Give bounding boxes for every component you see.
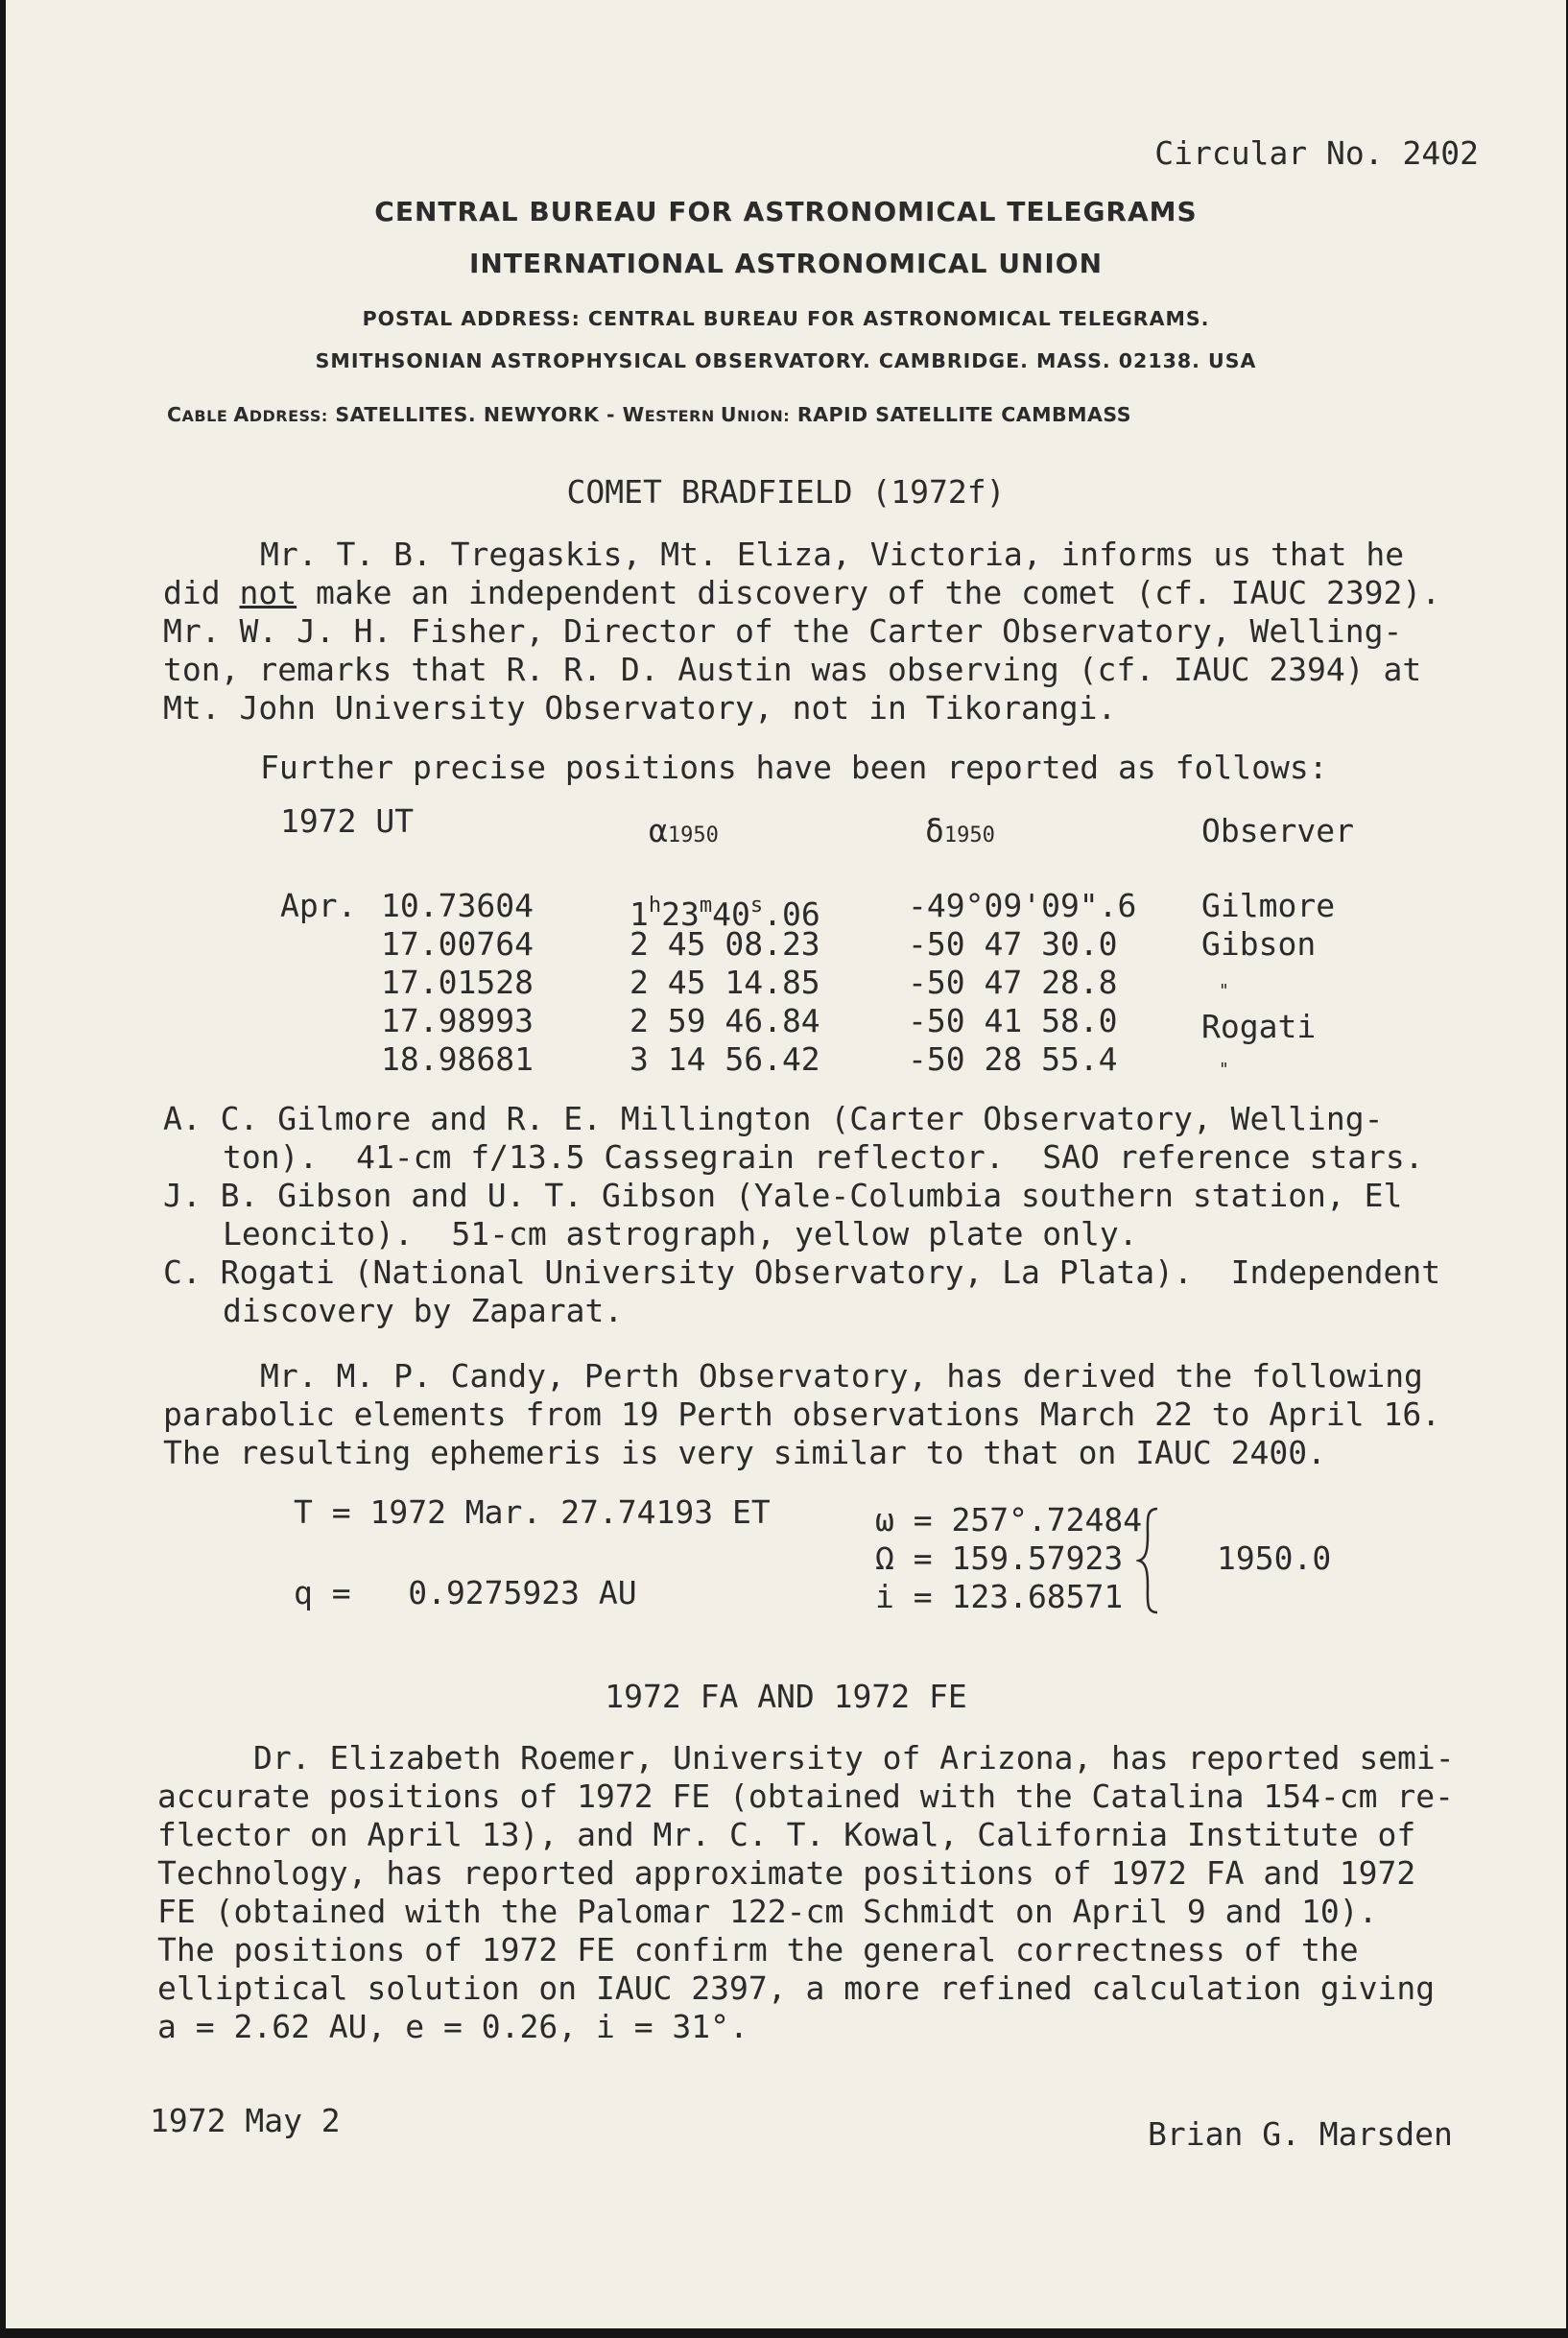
element-node: Ω = 159.57923 bbox=[875, 1539, 1124, 1577]
issue-date: 1972 May 2 bbox=[150, 2102, 341, 2139]
cell-dec: -50 28 55.4 bbox=[908, 1040, 1118, 1078]
cell-month: Apr. bbox=[280, 887, 357, 924]
signature-name: Brian G. Marsden bbox=[1148, 2115, 1453, 2153]
element-omega: ω = 257°.72484 bbox=[875, 1501, 1143, 1539]
cell-date: 17.00764 bbox=[381, 925, 534, 963]
cable-address: CABLE ADDRESS: SATELLITES. NEWYORK - WESTERN UNION: RAPID SATELLITE CAMBMASS bbox=[167, 403, 1132, 426]
paragraph-line: The positions of 1972 FE confirm the general correctness of the bbox=[157, 1931, 1359, 1968]
observer-note: discovery by Zaparat. bbox=[223, 1292, 624, 1329]
paragraph-line: The resulting ephemeris is very similar to that on IAUC 2400. bbox=[163, 1434, 1326, 1471]
paragraph-line: ton, remarks that R. R. D. Austin was observing (cf. IAUC 2394) at bbox=[163, 651, 1422, 688]
column-header-ra: α1950 bbox=[649, 812, 719, 849]
cell-observer-ditto: " bbox=[1219, 981, 1229, 1001]
bureau-title: CENTRAL BUREAU FOR ASTRONOMICAL TELEGRAMS bbox=[374, 196, 1198, 227]
circular-page bbox=[6, 0, 1566, 2328]
cell-observer: Gibson bbox=[1201, 925, 1317, 963]
paragraph-line: accurate positions of 1972 FE (obtained with the Catalina 154-cm re- bbox=[157, 1777, 1455, 1815]
cell-ra: 1$^h$23$^m$40$^s$.06 bbox=[630, 894, 820, 933]
postal-address-line-1: POSTAL ADDRESS: CENTRAL BUREAU FOR ASTRONOMICAL TELEGRAMS. bbox=[362, 307, 1210, 330]
cell-ra: 2 45 08.23 bbox=[630, 925, 820, 963]
union-title: INTERNATIONAL ASTRONOMICAL UNION bbox=[468, 248, 1104, 279]
cell-observer: Gilmore bbox=[1201, 887, 1336, 924]
column-header-observer: Observer bbox=[1201, 812, 1354, 849]
element-T: T = 1972 Mar. 27.74193 ET bbox=[294, 1493, 771, 1531]
observer-note: ton). 41-cm f/13.5 Cassegrain reflector. SAO reference stars. bbox=[223, 1138, 1424, 1176]
cell-ra: 2 45 14.85 bbox=[630, 964, 820, 1001]
cell-date: 10.73604 bbox=[381, 887, 534, 924]
paragraph-line: Mr. T. B. Tregaskis, Mt. Eliza, Victoria, informs us that he bbox=[260, 536, 1405, 573]
cell-observer-ditto: " bbox=[1219, 1060, 1229, 1080]
paragraph-line: elliptical solution on IAUC 2397, a more refined calculation giving bbox=[157, 1969, 1436, 2007]
column-header-dec: δ1950 bbox=[925, 812, 995, 849]
observer-note: J. B. Gibson and U. T. Gibson (Yale-Columbia southern station, El bbox=[163, 1177, 1403, 1214]
cell-dec: -50 41 58.0 bbox=[908, 1002, 1118, 1039]
paragraph-line: Further precise positions have been reported as follows: bbox=[260, 749, 1328, 786]
cell-dec: -50 47 28.8 bbox=[908, 964, 1118, 1001]
curly-brace-icon bbox=[1136, 1507, 1165, 1614]
circular-number: Circular No. 2402 bbox=[1154, 134, 1479, 172]
paragraph-line: FE (obtained with the Palomar 122-cm Schmidt on April 9 and 10). bbox=[157, 1893, 1378, 1930]
observer-note: Leoncito). 51-cm astrograph, yellow plate only. bbox=[223, 1215, 1138, 1252]
cell-ra: 2 59 46.84 bbox=[630, 1002, 820, 1039]
observer-note: C. Rogati (National University Observatory, La Plata). Independent bbox=[163, 1253, 1441, 1291]
postal-address-line-2: SMITHSONIAN ASTROPHYSICAL OBSERVATORY. CAMBRIDGE. MASS. 02138. USA bbox=[315, 349, 1257, 372]
column-header-date: 1972 UT bbox=[280, 802, 415, 840]
paragraph-line: Mr. M. P. Candy, Perth Observatory, has derived the following bbox=[260, 1357, 1423, 1395]
paragraph-line: Technology, has reported approximate positions of 1972 FA and 1972 bbox=[157, 1854, 1416, 1892]
equinox-label: 1950.0 bbox=[1217, 1539, 1332, 1577]
cell-observer: Rogati bbox=[1201, 1008, 1317, 1045]
paragraph-line: Mr. W. J. H. Fisher, Director of the Carter Observatory, Welling- bbox=[163, 612, 1403, 650]
cell-ra: 3 14 56.42 bbox=[630, 1040, 820, 1078]
section-title-1972-fa-fe: 1972 FA AND 1972 FE bbox=[605, 1678, 967, 1715]
cell-date: 17.98993 bbox=[381, 1002, 534, 1039]
element-inclination: i = 123.68571 bbox=[875, 1578, 1124, 1615]
paragraph-line: flector on April 13), and Mr. C. T. Kowal, California Institute of bbox=[157, 1816, 1416, 1853]
paragraph-line: did not make an independent discovery of the comet (cf. IAUC 2392). bbox=[163, 574, 1441, 611]
paragraph-line: Mt. John University Observatory, not in Tikorangi. bbox=[163, 689, 1117, 727]
paragraph-line: parabolic elements from 19 Perth observations March 22 to April 16. bbox=[163, 1396, 1441, 1433]
cell-date: 18.98681 bbox=[381, 1040, 534, 1078]
section-title-comet-bradfield: COMET BRADFIELD (1972f) bbox=[566, 473, 1006, 511]
cell-dec: -50 47 30.0 bbox=[908, 925, 1118, 963]
paragraph-line: Dr. Elizabeth Roemer, University of Arizona, has reported semi- bbox=[253, 1739, 1455, 1777]
element-q: q = 0.9275923 AU bbox=[294, 1574, 637, 1611]
cell-dec: -49°09'09".6 bbox=[908, 887, 1137, 924]
cell-date: 17.01528 bbox=[381, 964, 534, 1001]
paragraph-line: a = 2.62 AU, e = 0.26, i = 31°. bbox=[157, 2008, 748, 2045]
observer-note: A. C. Gilmore and R. E. Millington (Carter Observatory, Welling- bbox=[163, 1100, 1384, 1137]
